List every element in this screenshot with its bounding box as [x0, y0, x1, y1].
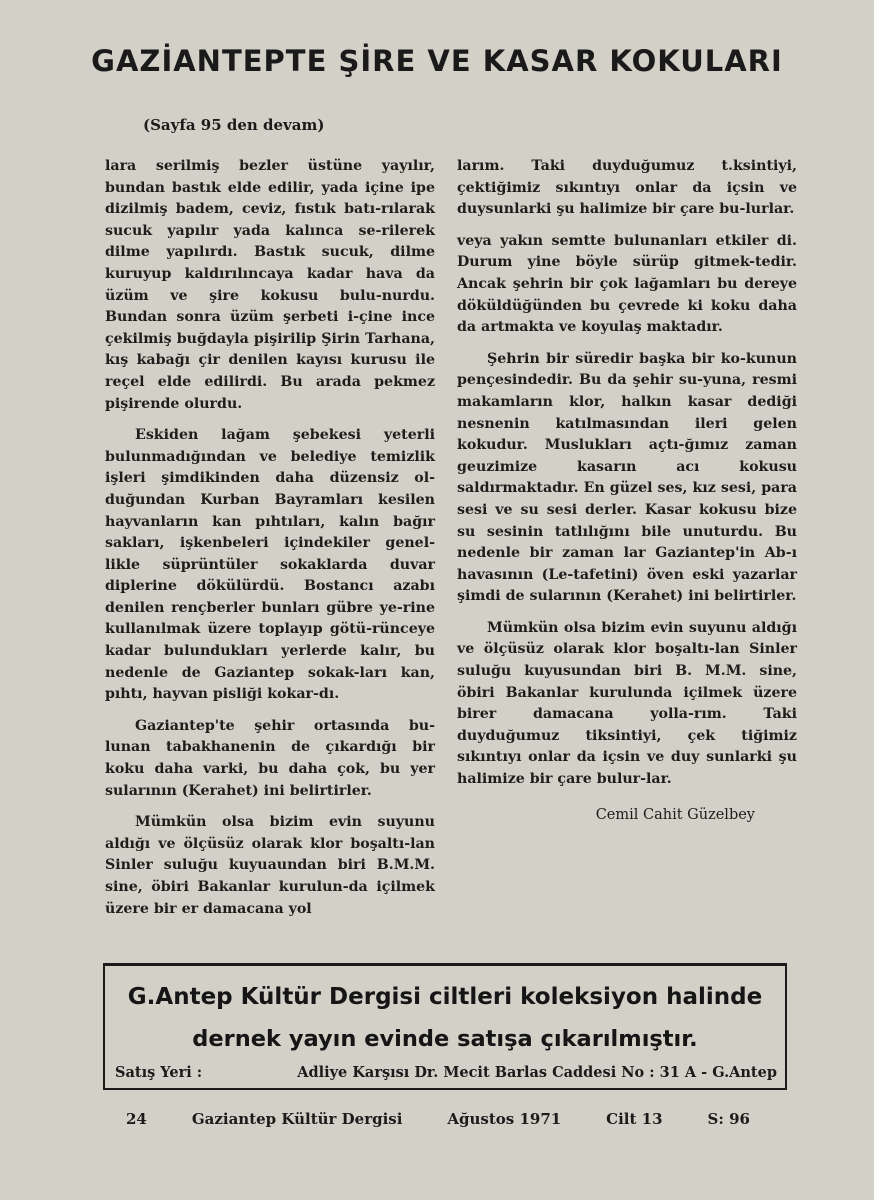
issue-date: Ağustos 1971 — [447, 1110, 562, 1128]
address-text: Adliye Karşısı Dr. Mecit Barlas Caddesi No : 31 A - G.Antep — [297, 1064, 777, 1081]
article-title: GAZİANTEPTE ŞİRE VE KASAR KOKULARI — [91, 44, 783, 78]
ad-subheadline: dernek yayın evinde satışa çıkarılmıştır. — [192, 1026, 698, 1052]
paragraph: Şehrin bir süredir başka bir ko-kunun pençesindedir. Bu da şehir su-yuna, resmi makamların klor, halkın kasar dediği nesnenin katılmasından ileri gelen kokudur. Muslukları açtı-ğımız zaman geuzimize kasarın acı kokusu saldırmaktadır. En güzel ses, kız sesi, para sesi ve su sesi derler. Kasar kokusu bize su sesinin tatlılığını bile unuturdu. Bu nedenle bir zaman lar Gaziantep'in Ab-ı havasının (Le-tafetini) öven eski yazarlar şimdi de sularının (Kerahet) ini belirtirler. — [457, 350, 797, 605]
author-signature: Cemil Cahit Güzelbey — [595, 806, 755, 823]
paragraph: veya yakın semtte bulunanları etkiler di. Durum yine böyle sürüp gitmek-tedir. Ancak şehrin bir çok lağamları bu dereye döküldüğünden bu çevrede ki koku daha da artmakta ve koyulaş maktadır. — [457, 232, 797, 336]
ad-headline: G.Antep Kültür Dergisi ciltleri koleksiyon halinde — [127, 984, 763, 1010]
page-footer — [126, 1110, 750, 1128]
issue-number: S: 96 — [707, 1110, 750, 1128]
magazine-name: Gaziantep Kültür Dergisi — [191, 1110, 403, 1128]
right-column — [457, 156, 797, 826]
volume-number: Cilt 13 — [606, 1110, 663, 1128]
left-column — [105, 156, 435, 930]
continuation-note: (Sayfa 95 den devam) — [143, 116, 325, 134]
paragraph: Eskiden lağam şebekesi yeterli bulunmadığından ve belediye temizlik işleri şimdikinden daha düzensiz ol-duğundan Kurban Bayramları kesilen hayvanların kan pıhtıları, kalın bağır sakları, işkenbeleri içindekiler genel-likle süprüntüler sokaklarda duvar diplerine dökülürdü. Bostancı azabı denilen rençberler bunları gübre ye-rine kullanılmak üzere toplayıp götü-rünceye kadar bulundukları yerlerde kalır, bu nedenle de Gaziantep sokak-ları kan, pıhtı, hayvan pisliği kokar-dı. — [105, 427, 435, 703]
address-label: Satış Yeri : — [115, 1064, 203, 1081]
page-number: 24 — [126, 1110, 147, 1128]
paragraph: lara serilmiş bezler üstüne yayılır, bundan bastık elde edilir, yada içine ipe dizilmiş badem, ceviz, fıstık batı-rılarak sucuk yapılır yada kalınca se-rilerek dilme yapılırdı. Bastık sucuk, dilme kuruyup kaldırılıncaya kadar hava da üzüm ve şire kokusu bulu-nurdu. Bundan sonra üzüm şerbeti i-çine ince çekilmiş buğdayla pişirilip Şirin Tarhana, kış kabağı çir denilen kayısı kurusu ile reçel elde edilirdi. Bu arada pekmez pişirende olurdu. — [105, 158, 435, 412]
paragraph: Mümkün olsa bizim evin suyunu aldığı ve ölçüsüz olarak klor boşaltı-lan Sinler suluğu kuyuaundan biri B.M.M. sine, öbiri Bakanlar kurulun-da içilmek üzere bir er damacana yol — [105, 814, 435, 917]
paragraph: Gaziantep'te şehir ortasında bu-lunan tabakhanenin de çıkardığı bir koku daha varki, bu daha çok, bu yer sularının (Kerahet) ini belirtirler. — [105, 717, 435, 799]
paragraph: Mümkün olsa bizim evin suyunu aldığı ve ölçüsüz olarak klor boşaltı-lan Sinler suluğu kuyusundan biri B. M.M. sine, öbiri Bakanlar kurulunda içilmek üzere birer damacana yolla-rım. Taki duyduğumuz tiksintiyi, çek tiğimiz sıkıntıyı onlar da içsin ve duy sunlarki şu halimize bir çare bulur-lar. — [457, 619, 797, 788]
paragraph: larım. Taki duyduğumuz t.ksintiyi, çektiğimiz sıkıntıyı onlar da içsin ve duysunlarki şu halimize bir çare bu-lurlar. — [457, 158, 797, 218]
advertisement-box — [103, 963, 787, 1090]
ad-address — [115, 1064, 777, 1081]
